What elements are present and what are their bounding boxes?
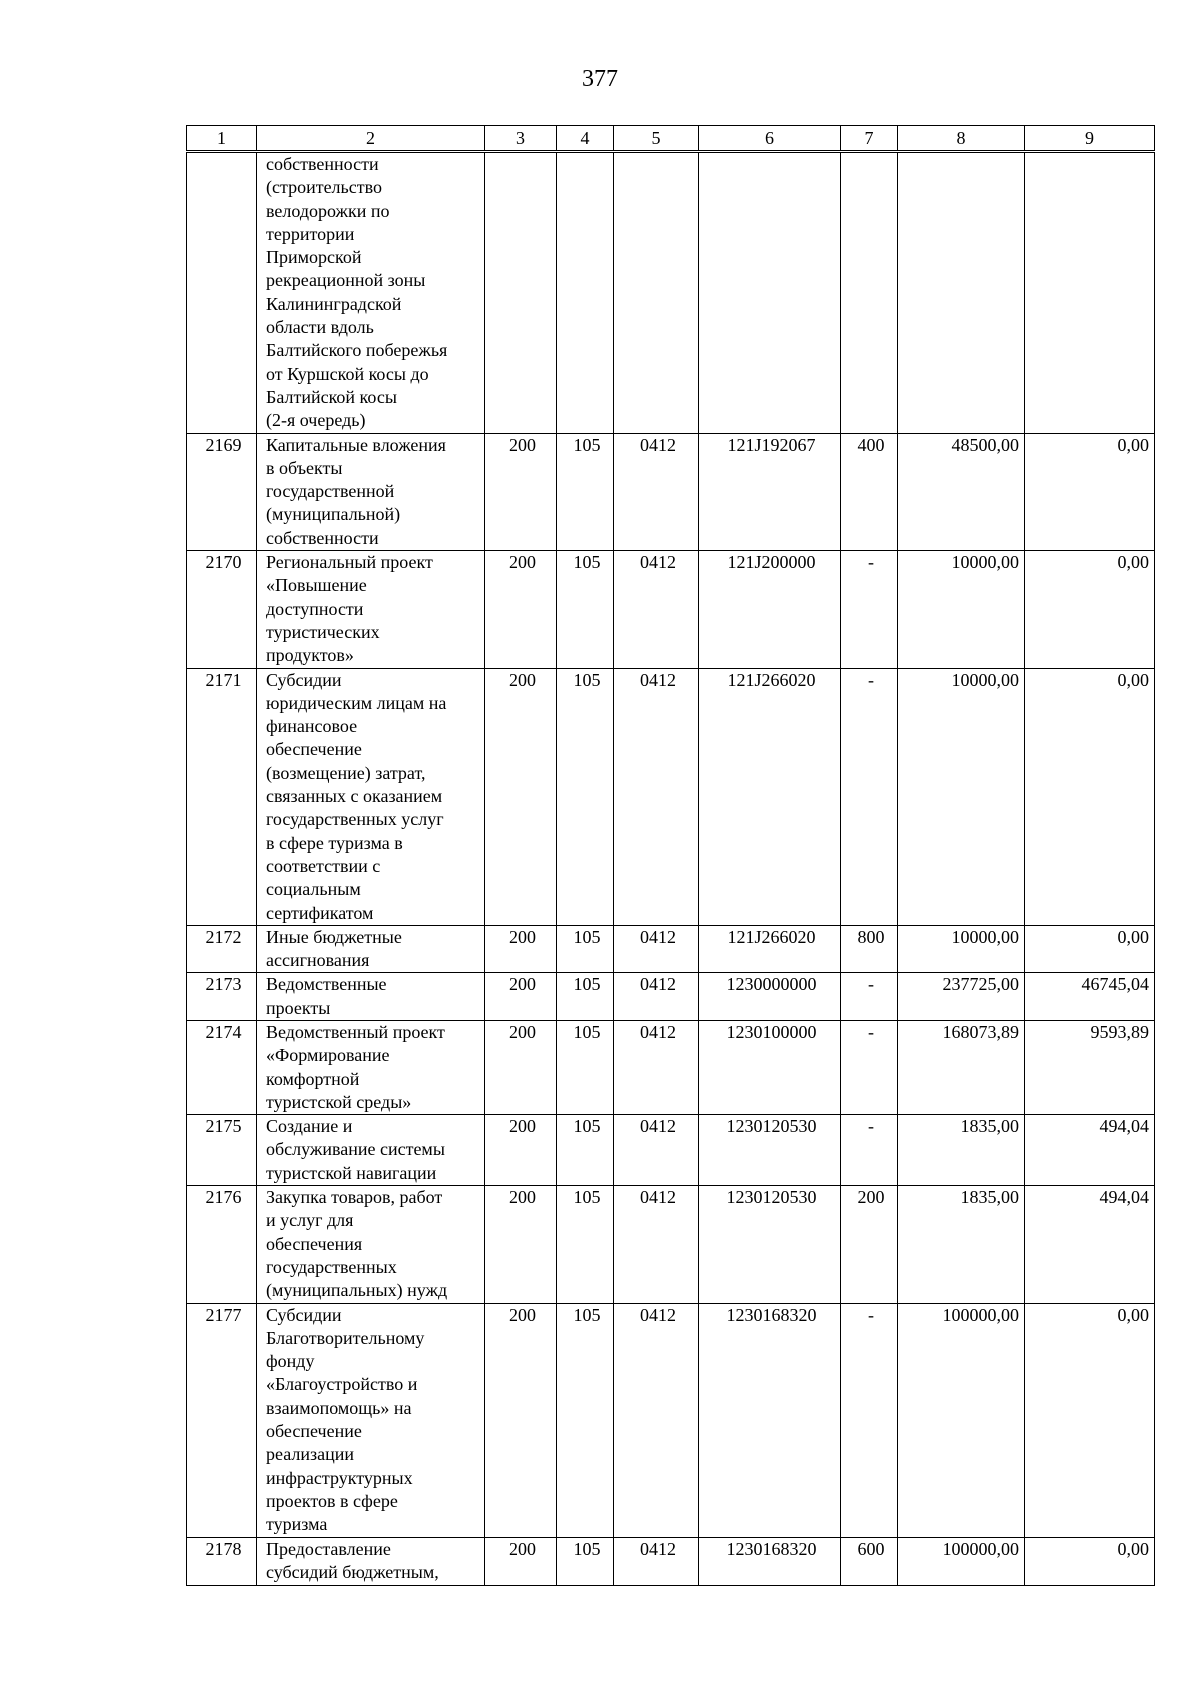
- table-row: [187, 1020, 1155, 1114]
- cell-col-9: 0,00: [1025, 668, 1155, 925]
- cell-col-7: -: [841, 973, 898, 1021]
- table-row: [187, 152, 1155, 434]
- header-cell: 4: [557, 126, 614, 152]
- cell-col-4: 105: [557, 973, 614, 1021]
- cell-col-8: 100000,00: [898, 1303, 1025, 1537]
- table-body: [187, 152, 1155, 1586]
- table-row: [187, 551, 1155, 668]
- cell-col-4: 105: [557, 925, 614, 973]
- cell-col-8: 10000,00: [898, 925, 1025, 973]
- header-cell: 3: [485, 126, 557, 152]
- cell-col-7: -: [841, 1303, 898, 1537]
- cell-col-6: 121J192067: [699, 433, 841, 550]
- cell-col-8: 10000,00: [898, 551, 1025, 668]
- row-description: Ведомственный проект «Формирование комфортной туристской среды»: [257, 1020, 485, 1114]
- cell-col-9: 494,04: [1025, 1186, 1155, 1303]
- cell-col-7: 400: [841, 433, 898, 550]
- cell-col-9: [1025, 152, 1155, 434]
- cell-col-6: 1230120530: [699, 1186, 841, 1303]
- table-row: [187, 973, 1155, 1021]
- cell-col-7: -: [841, 551, 898, 668]
- cell-col-6: 1230168320: [699, 1537, 841, 1585]
- table-row: [187, 433, 1155, 550]
- budget-table: [186, 125, 1155, 1586]
- cell-col-3: [485, 152, 557, 434]
- cell-col-6: 121J200000: [699, 551, 841, 668]
- row-description: Субсидии Благотворительному фонду «Благоустройство и взаимопомощь» на обеспечение реализации инфраструктурных проектов в сфере туризма: [257, 1303, 485, 1537]
- row-description: Капитальные вложения в объекты государственной (муниципальной) собственности: [257, 433, 485, 550]
- cell-col-5: 0412: [614, 551, 699, 668]
- row-number: 2178: [187, 1537, 257, 1585]
- cell-col-6: 1230168320: [699, 1303, 841, 1537]
- cell-col-5: 0412: [614, 1537, 699, 1585]
- cell-col-7: 600: [841, 1537, 898, 1585]
- cell-col-8: 48500,00: [898, 433, 1025, 550]
- cell-col-5: 0412: [614, 925, 699, 973]
- cell-col-7: 200: [841, 1186, 898, 1303]
- row-description: Создание и обслуживание системы туристской навигации: [257, 1115, 485, 1186]
- row-number: 2172: [187, 925, 257, 973]
- header-cell: 2: [257, 126, 485, 152]
- cell-col-6: 121J266020: [699, 925, 841, 973]
- table-row: [187, 1115, 1155, 1186]
- row-number: 2171: [187, 668, 257, 925]
- cell-col-9: 0,00: [1025, 1303, 1155, 1537]
- cell-col-3: 200: [485, 668, 557, 925]
- header-row: [187, 126, 1155, 152]
- row-description: Предоставление субсидий бюджетным,: [257, 1537, 485, 1585]
- table-row: [187, 925, 1155, 973]
- cell-col-9: 0,00: [1025, 925, 1155, 973]
- cell-col-5: 0412: [614, 1020, 699, 1114]
- cell-col-8: 168073,89: [898, 1020, 1025, 1114]
- cell-col-5: 0412: [614, 668, 699, 925]
- cell-col-8: [898, 152, 1025, 434]
- row-number: 2176: [187, 1186, 257, 1303]
- cell-col-3: 200: [485, 1537, 557, 1585]
- row-description: Региональный проект «Повышение доступности туристических продуктов»: [257, 551, 485, 668]
- cell-col-4: 105: [557, 1303, 614, 1537]
- row-number: 2170: [187, 551, 257, 668]
- cell-col-9: 46745,04: [1025, 973, 1155, 1021]
- row-description: собственности (строительство велодорожки по территории Приморской рекреационной зоны Калининградской области вдоль Балтийского побережья от Куршской косы до Балтийской косы (2-я очередь): [257, 152, 485, 434]
- table-row: [187, 1186, 1155, 1303]
- cell-col-4: 105: [557, 433, 614, 550]
- cell-col-6: 1230100000: [699, 1020, 841, 1114]
- cell-col-5: 0412: [614, 1303, 699, 1537]
- header-cell: 1: [187, 126, 257, 152]
- table-row: [187, 668, 1155, 925]
- header-cell: 6: [699, 126, 841, 152]
- cell-col-8: 1835,00: [898, 1115, 1025, 1186]
- cell-col-3: 200: [485, 551, 557, 668]
- cell-col-8: 100000,00: [898, 1537, 1025, 1585]
- cell-col-4: 105: [557, 1115, 614, 1186]
- row-number: 2177: [187, 1303, 257, 1537]
- cell-col-9: 9593,89: [1025, 1020, 1155, 1114]
- cell-col-7: -: [841, 1020, 898, 1114]
- cell-col-5: 0412: [614, 433, 699, 550]
- cell-col-9: 494,04: [1025, 1115, 1155, 1186]
- cell-col-3: 200: [485, 973, 557, 1021]
- cell-col-7: [841, 152, 898, 434]
- cell-col-3: 200: [485, 1303, 557, 1537]
- cell-col-8: 1835,00: [898, 1186, 1025, 1303]
- header-cell: 5: [614, 126, 699, 152]
- header-cell: 8: [898, 126, 1025, 152]
- page-number: 377: [582, 66, 618, 92]
- table-row: [187, 1537, 1155, 1585]
- cell-col-8: 10000,00: [898, 668, 1025, 925]
- row-number: [187, 152, 257, 434]
- cell-col-7: 800: [841, 925, 898, 973]
- row-description: Закупка товаров, работ и услуг для обеспечения государственных (муниципальных) нужд: [257, 1186, 485, 1303]
- cell-col-9: 0,00: [1025, 1537, 1155, 1585]
- cell-col-3: 200: [485, 1020, 557, 1114]
- cell-col-7: -: [841, 668, 898, 925]
- row-number: 2173: [187, 973, 257, 1021]
- cell-col-5: 0412: [614, 1186, 699, 1303]
- cell-col-5: [614, 152, 699, 434]
- cell-col-4: 105: [557, 1186, 614, 1303]
- row-description: Ведомственные проекты: [257, 973, 485, 1021]
- cell-col-4: 105: [557, 1537, 614, 1585]
- cell-col-4: 105: [557, 1020, 614, 1114]
- row-number: 2174: [187, 1020, 257, 1114]
- table-row: [187, 1303, 1155, 1537]
- header-cell: 7: [841, 126, 898, 152]
- cell-col-9: 0,00: [1025, 551, 1155, 668]
- cell-col-9: 0,00: [1025, 433, 1155, 550]
- cell-col-6: 1230120530: [699, 1115, 841, 1186]
- row-number: 2169: [187, 433, 257, 550]
- cell-col-6: 1230000000: [699, 973, 841, 1021]
- cell-col-8: 237725,00: [898, 973, 1025, 1021]
- cell-col-3: 200: [485, 925, 557, 973]
- cell-col-3: 200: [485, 433, 557, 550]
- cell-col-6: 121J266020: [699, 668, 841, 925]
- row-number: 2175: [187, 1115, 257, 1186]
- cell-col-6: [699, 152, 841, 434]
- cell-col-5: 0412: [614, 973, 699, 1021]
- cell-col-3: 200: [485, 1186, 557, 1303]
- cell-col-7: -: [841, 1115, 898, 1186]
- cell-col-5: 0412: [614, 1115, 699, 1186]
- cell-col-3: 200: [485, 1115, 557, 1186]
- cell-col-4: [557, 152, 614, 434]
- cell-col-4: 105: [557, 551, 614, 668]
- row-description: Субсидии юридическим лицам на финансовое обеспечение (возмещение) затрат, связанных с оказанием государственных услуг в сфере туризма в соответствии с социальным сертификатом: [257, 668, 485, 925]
- cell-col-4: 105: [557, 668, 614, 925]
- row-description: Иные бюджетные ассигнования: [257, 925, 485, 973]
- header-cell: 9: [1025, 126, 1155, 152]
